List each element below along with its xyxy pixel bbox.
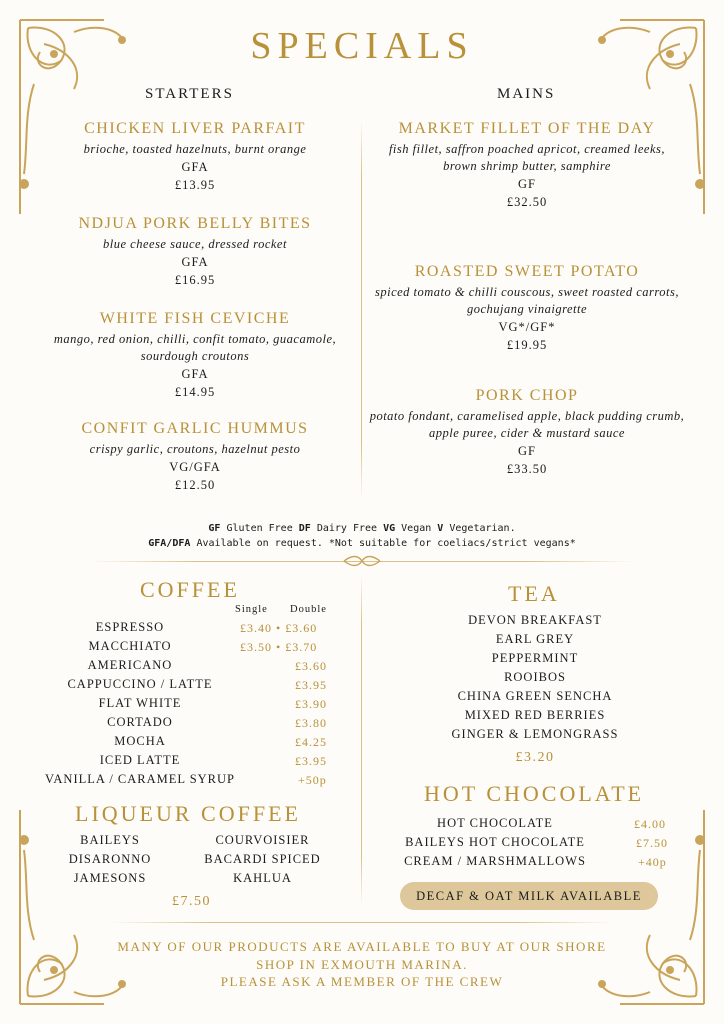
dish-price: £14.95 [174,385,216,399]
tea-item: PEPPERMINT [491,651,579,665]
decaf-oat-milk-badge: DECAF & OAT MILK AVAILABLE [400,882,658,910]
dish-price: £32.50 [506,195,548,209]
liqueur-price: £7.50 [172,894,211,909]
footer-line: SHOP IN EXMOUTH MARINA. [256,956,468,972]
dish-description: fish fillet, saffron poached apricot, creamed leeks, brown shrimp butter, samphire [388,142,666,173]
dish-name: WHITE FISH CEVICHE [99,310,291,327]
dish-price: £12.50 [174,478,216,492]
legend-text: Gluten Free [226,523,293,534]
liqueur-item: BACARDI SPICED [204,852,321,866]
starters-heading: STARTERS [145,86,234,102]
coffee-item-price: £3.80 [295,716,327,730]
tea-item: DEVON BREAKFAST [468,613,602,627]
liqueur-item: JAMESONS [73,871,147,885]
dietary-legend [0,521,724,551]
dish-name: MARKET FILLET OF THE DAY [398,120,656,137]
coffee-item-name: VANILLA / CARAMEL SYRUP [44,772,236,786]
coffee-item-name: MOCHA [114,734,166,748]
starter-item [30,420,360,494]
dish-name: CONFIT GARLIC HUMMUS [81,420,309,437]
dish-price: £19.95 [506,338,548,352]
starter-item [40,310,350,401]
column-divider [361,575,362,905]
column-divider [361,120,362,500]
tea-item: ROOIBOS [504,670,566,684]
tea-item: CHINA GREEN SENCHA [457,689,613,703]
hot-chocolate-heading: HOT CHOCOLATE [424,781,645,806]
footer-line: MANY OF OUR PRODUCTS ARE AVAILABLE TO BUY AT OUR SHORE [117,939,607,954]
coffee-item-price: £3.50 • £3.70 [240,640,318,654]
coffee-item-price: £3.40 • £3.60 [240,621,318,635]
dish-description: crispy garlic, croutons, hazelnut pesto [89,442,301,456]
legend-code: DF [298,523,311,534]
footer-divider [110,922,614,923]
coffee-item-price: £3.60 [295,659,327,673]
coffee-item-name: CORTADO [107,715,173,729]
liqueur-item: COURVOISIER [215,833,310,847]
legend-text: Available on request. *Not suitable for coeliacs/strict vegans* [196,538,576,549]
dish-description: potato fondant, caramelised apple, black pudding crumb, apple puree, cider & mustard sauce [369,409,685,440]
page-title: SPECIALS [250,25,474,67]
dish-price: £16.95 [174,273,216,287]
legend-code: V [437,523,444,534]
legend-code: GF [208,523,221,534]
coffee-item-name: AMERICANO [87,658,173,672]
dish-diet-tag: GFA [181,367,209,381]
dish-name: ROASTED SWEET POTATO [414,263,640,280]
legend-text: Vegan [401,523,432,534]
tea-item: GINGER & LEMONGRASS [451,727,619,741]
main-item [367,387,687,478]
dish-price: £13.95 [174,178,216,192]
dish-diet-tag: GFA [181,160,209,174]
coffee-item-price: +50p [298,773,327,787]
dish-name: CHICKEN LIVER PARFAIT [84,120,306,137]
dish-name: NDJUA PORK BELLY BITES [78,215,312,232]
tea-heading: TEA [508,581,560,606]
coffee-item-price: £3.90 [295,697,327,711]
coffee-item-name: ESPRESSO [95,620,165,634]
legend-text: Vegetarian. [449,523,516,534]
hot-chocolate-item-name: HOT CHOCOLATE [437,816,553,830]
dish-name: PORK CHOP [475,387,579,404]
coffee-item-price: £3.95 [295,754,327,768]
dish-description: mango, red onion, chilli, confit tomato, guacamole, sourdough croutons [53,332,337,363]
coffee-heading: COFFEE [140,577,240,602]
single-column-label: Single [235,604,268,615]
hot-chocolate-item-price: +40p [638,855,667,869]
dish-price: £33.50 [506,462,548,476]
dish-diet-tag: GFA [181,255,209,269]
liqueur-item: KAHLUA [233,871,292,885]
tea-price: £3.20 [515,750,555,765]
dish-description: spiced tomato & chilli couscous, sweet roasted carrots, gochujang vinaigrette [375,285,679,316]
coffee-item-name: CAPPUCCINO / LATTE [67,677,213,691]
footer-note [80,938,644,991]
footer-line: PLEASE ASK A MEMBER OF THE CREW [220,974,504,989]
dish-description: brioche, toasted hazelnuts, burnt orange [83,142,307,156]
starter-item [30,215,360,289]
dish-diet-tag: VG/GFA [169,460,221,474]
coffee-item-price: £3.95 [295,678,327,692]
mains-heading: MAINS [497,86,556,102]
legend-code: VG [383,523,396,534]
hot-chocolate-item-price: £4.00 [634,817,666,831]
hot-chocolate-item-price: £7.50 [636,836,668,850]
dish-diet-tag: GF [518,444,536,458]
tea-item: EARL GREY [495,632,575,646]
legend-code: GFA/DFA [148,538,191,549]
tea-item: MIXED RED BERRIES [464,708,606,722]
coffee-item-name: ICED LATTE [99,753,181,767]
liqueur-coffee-heading: LIQUEUR COFFEE [75,801,301,826]
dish-diet-tag: VG*/GF* [498,320,556,334]
coffee-item-name: FLAT WHITE [98,696,182,710]
coffee-item-name: MACCHIATO [88,639,172,653]
dish-diet-tag: GF [518,177,536,191]
main-item [372,263,682,354]
hot-chocolate-item-name: CREAM / MARSHMALLOWS [404,854,586,868]
hot-chocolate-item-name: BAILEYS HOT CHOCOLATE [405,835,585,849]
divider-flourish-icon [342,555,382,567]
double-column-label: Double [290,604,327,615]
liqueur-item: DISARONNO [68,852,152,866]
legend-text: Dairy Free [316,523,378,534]
liqueur-item: BAILEYS [80,833,140,847]
main-item [372,120,682,211]
starter-item [30,120,360,194]
dish-description: blue cheese sauce, dressed rocket [103,237,287,251]
coffee-item-price: £4.25 [295,735,327,749]
